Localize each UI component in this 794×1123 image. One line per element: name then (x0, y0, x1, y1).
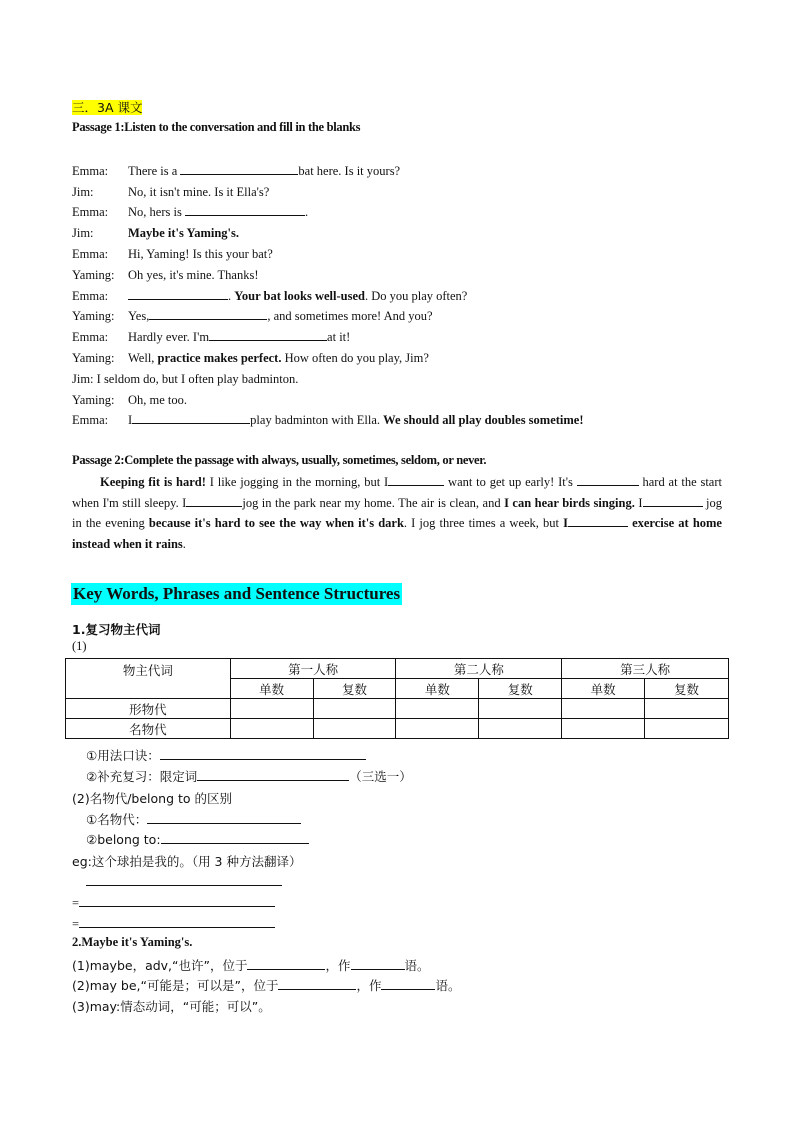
determiner-note: （三选一） (349, 769, 412, 784)
maybe-end: 语。 (404, 958, 430, 973)
belong-to-label: ②belong to: (86, 832, 161, 847)
fill-in-blank[interactable] (128, 287, 228, 300)
table-cell[interactable] (562, 699, 645, 719)
item1-title: 1.复习物主代词 (72, 622, 161, 637)
table-cell[interactable] (645, 699, 729, 719)
table-group-header: 第三人称 (562, 659, 729, 679)
text: hard at the start when I'm still sleepy. I (72, 475, 722, 510)
speaker-label: Emma: (72, 330, 109, 344)
text: . (228, 289, 235, 303)
table-corner-cell: 物主代词 (66, 659, 231, 699)
table-sub-header: 复数 (313, 679, 396, 699)
item1-sub1: (1) (72, 639, 87, 653)
text: I (634, 495, 643, 510)
bold-text: Keeping fit is hard! (100, 475, 206, 489)
speaker-label: Emma: (72, 205, 109, 219)
text: . (182, 536, 186, 551)
belong-to-blank[interactable] (161, 831, 309, 844)
fill-in-blank[interactable] (186, 494, 242, 507)
text: Jim: I seldom do, but I often play badminton. (72, 372, 299, 386)
text: There is a (128, 164, 181, 178)
bold-text: Maybe it's Yaming's. (128, 226, 239, 240)
pronoun-line (86, 810, 301, 828)
table-row-label: 形物代 (66, 699, 231, 719)
speaker-label: Jim: (72, 185, 94, 199)
may-be-role-blank[interactable] (381, 977, 435, 990)
bold-text: I (563, 516, 568, 530)
text: I like jogging in the morning, but I (205, 475, 389, 489)
maybe-role-blank[interactable] (351, 957, 405, 970)
dialogue-line (72, 162, 400, 180)
text: jog in the evening (72, 495, 722, 530)
dialogue-line (72, 328, 350, 346)
fill-in-blank[interactable] (209, 328, 327, 341)
may-be-position-blank[interactable] (278, 977, 356, 990)
maybe-mid: ，作 (325, 958, 351, 973)
may-be-end: 语。 (435, 978, 461, 993)
table-cell[interactable] (230, 719, 313, 739)
table-cell[interactable] (313, 699, 396, 719)
fill-in-blank[interactable] (185, 203, 305, 216)
table-cell[interactable] (396, 719, 479, 739)
text: Hardly ever. I'm (128, 330, 210, 344)
text: want to get up early! It's (444, 475, 577, 489)
translation-blank-1[interactable] (86, 873, 282, 886)
speaker-label: Yaming: (72, 309, 115, 323)
fill-in-blank[interactable] (577, 473, 639, 486)
text: I (128, 413, 133, 427)
maybe-line (72, 956, 430, 974)
passage2-body (72, 472, 722, 554)
dialogue-line (72, 224, 239, 242)
table-cell[interactable] (313, 719, 396, 739)
bold-text: because it's hard to see the way when it's dark (148, 516, 404, 530)
speaker-label: Jim: (72, 226, 94, 240)
dialogue-line (72, 349, 429, 367)
belong-to-line (86, 831, 309, 847)
table-sub-header: 单数 (396, 679, 479, 699)
table-row (66, 699, 729, 719)
speaker-label: Yaming: (72, 351, 115, 365)
dialogue-line (72, 287, 467, 305)
item2-title: 2.Maybe it's Yaming's. (72, 935, 193, 949)
table-sub-header: 单数 (230, 679, 313, 699)
usage-rhyme-line (86, 746, 366, 764)
item1-sub2: (2)名物代/belong to 的区别 (72, 791, 233, 806)
maybe-label: (1)maybe，adv,“也许”，位于 (72, 958, 248, 973)
dialogue-line (72, 307, 433, 325)
dialogue-line (72, 391, 187, 409)
text: jog in the park near my home. The air is clean, and (242, 495, 505, 510)
speaker-label: Emma: (72, 289, 109, 303)
table-row-label: 名物代 (66, 719, 231, 739)
table-row (66, 719, 729, 739)
text: bat here. Is it yours? (298, 164, 401, 178)
may-line: (3)may:情态动词，“可能；可以”。 (72, 999, 271, 1014)
bold-text: We should all play doubles sometime! (383, 413, 584, 427)
text: Well, (128, 351, 158, 365)
key-words-heading: Key Words, Phrases and Sentence Structures (73, 584, 401, 603)
text: . I jog three times a week, but (403, 516, 564, 530)
fill-in-blank[interactable] (132, 411, 250, 424)
table-sub-header: 复数 (645, 679, 729, 699)
dialogue-line (72, 203, 308, 221)
text: . (304, 205, 309, 219)
text: , and sometimes more! And you? (267, 309, 433, 323)
table-cell[interactable] (645, 719, 729, 739)
translation-blank-3[interactable] (79, 915, 275, 928)
translation-line-1 (86, 873, 282, 890)
translation-line-2 (72, 894, 275, 911)
equals-sign: = (72, 896, 80, 910)
text: No, it isn't mine. Is it Ella's? (128, 185, 270, 199)
fill-in-blank[interactable] (149, 307, 267, 320)
pronoun-label: ①名物代： (86, 812, 148, 827)
table-cell[interactable] (562, 719, 645, 739)
usage-rhyme-blank[interactable] (160, 747, 366, 760)
translation-blank-2[interactable] (79, 894, 275, 907)
dialogue-line (72, 183, 269, 201)
determiner-line (86, 767, 412, 785)
dialogue-line (72, 245, 273, 263)
table-cell[interactable] (396, 699, 479, 719)
text: Oh yes, it's mine. Thanks! (128, 268, 259, 282)
determiner-blank[interactable] (197, 768, 349, 781)
text: Oh, me too. (128, 393, 188, 407)
may-be-line (72, 976, 461, 994)
text: Hi, Yaming! Is this your bat? (128, 247, 273, 261)
table-cell[interactable] (479, 699, 562, 719)
table-cell[interactable] (479, 719, 562, 739)
section-heading (72, 98, 142, 116)
bold-text: Your bat looks well-used (234, 289, 365, 303)
fill-in-blank[interactable] (180, 162, 298, 175)
dialogue-line (72, 411, 584, 429)
fill-in-blank[interactable] (568, 514, 628, 527)
bold-text: exercise at home instead when it rains (72, 516, 722, 551)
text: No, hers is (128, 205, 185, 219)
text: play badminton with Ella. (250, 413, 384, 427)
table-group-header: 第一人称 (230, 659, 396, 679)
table-cell[interactable] (230, 699, 313, 719)
text: How often do you play, Jim? (281, 351, 429, 365)
passage2-title: Passage 2:Complete the passage with always, usually, sometimes, seldom, or never. (72, 453, 487, 467)
table-sub-header: 单数 (562, 679, 645, 699)
bold-text: I can hear birds singing. (504, 495, 635, 510)
speaker-label: Yaming: (72, 393, 115, 407)
translation-line-3 (72, 915, 275, 932)
speaker-label: Emma: (72, 247, 109, 261)
passage1-title: Passage 1:Listen to the conversation and fill in the blanks (72, 120, 361, 134)
determiner-label: ②补充复习：限定词 (86, 769, 198, 784)
text: at it! (327, 330, 351, 344)
maybe-position-blank[interactable] (247, 957, 325, 970)
pronoun-blank[interactable] (147, 811, 301, 824)
speaker-label: Yaming: (72, 268, 115, 282)
may-be-label: (2)may be,“可能是；可以是”，位于 (72, 978, 279, 993)
fill-in-blank[interactable] (388, 473, 444, 486)
fill-in-blank[interactable] (643, 494, 703, 507)
bold-text: practice makes perfect. (157, 351, 282, 365)
speaker-label: Emma: (72, 413, 109, 427)
dialogue-line (72, 370, 298, 388)
dialogue-line (72, 266, 258, 284)
example-line: eg:这个球拍是我的。（用 3 种方法翻译） (72, 854, 302, 869)
table-group-header: 第二人称 (396, 659, 562, 679)
text: . Do you play often? (364, 289, 468, 303)
equals-sign: = (72, 917, 80, 931)
usage-rhyme-label: ①用法口诀： (86, 748, 160, 763)
section-heading-text: 三．3A 课文 (72, 100, 143, 115)
speaker-label: Emma: (72, 164, 109, 178)
possessive-pronoun-table (65, 658, 729, 739)
text: Yes, (128, 309, 150, 323)
may-be-mid: ，作 (356, 978, 382, 993)
table-sub-header: 复数 (479, 679, 562, 699)
